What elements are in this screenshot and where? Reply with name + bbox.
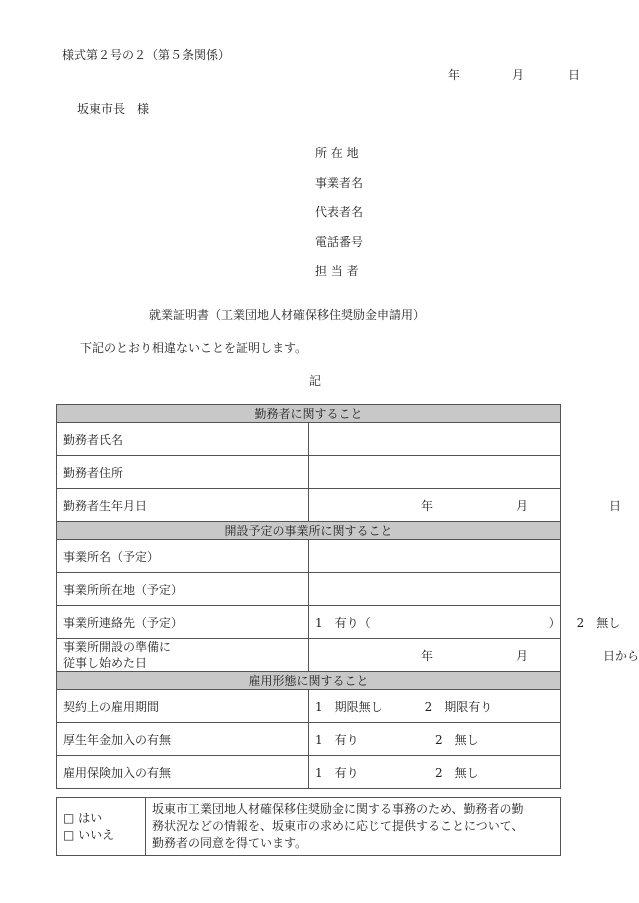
office-address-field[interactable] xyxy=(309,573,561,606)
form-number: 様式第２号の２（第５条関係） xyxy=(62,48,231,62)
office-address-label: 事業所所在地（予定） xyxy=(57,573,309,606)
office-name-field[interactable] xyxy=(309,540,561,573)
section-employment-header: 雇用形態に関すること xyxy=(57,672,561,690)
birth-day: 日 xyxy=(609,498,622,513)
office-contact-field[interactable] xyxy=(309,606,621,639)
lead-text: 下記のとおり相違ないことを証明します。 xyxy=(80,341,308,355)
employment-insurance-option-no[interactable]: 2 無し xyxy=(435,765,479,780)
table-row xyxy=(57,606,561,639)
addressee: 坂東市長 様 xyxy=(77,102,150,116)
consent-text xyxy=(146,798,561,856)
worker-birth-label: 勤務者生年月日 xyxy=(57,489,309,522)
worker-name-field[interactable] xyxy=(309,423,561,456)
consent-no-checkbox[interactable]: □ いいえ xyxy=(63,827,115,842)
applicant-business-name-label: 事業者名 xyxy=(315,176,364,190)
consent-table xyxy=(56,797,561,856)
birth-year: 年 xyxy=(421,498,434,513)
pension-option-yes[interactable]: 1 有り xyxy=(315,732,359,747)
pension-field[interactable] xyxy=(309,723,561,756)
applicant-location-label: 所 在 地 xyxy=(315,146,359,160)
office-contact-close-paren: ） xyxy=(548,615,561,630)
date-month: 月 xyxy=(512,68,525,82)
consent-text-line1: 坂東市工業団地人材確保移住奨励金に関する事務のため、勤務者の勤 xyxy=(152,802,524,816)
worker-name-label: 勤務者氏名 xyxy=(57,423,309,456)
employment-insurance-label: 雇用保険加入の有無 xyxy=(57,756,309,789)
pension-option-no[interactable]: 2 無し xyxy=(435,732,479,747)
contract-period-label: 契約上の雇用期間 xyxy=(57,690,309,723)
worker-birth-field[interactable] xyxy=(309,489,622,522)
employment-insurance-option-yes[interactable]: 1 有り xyxy=(315,765,359,780)
prep-day: 日から xyxy=(603,648,639,663)
date-year: 年 xyxy=(448,68,461,82)
consent-text-line3: 勤務者の同意を得ています。 xyxy=(152,836,308,850)
table-row xyxy=(57,573,561,606)
prep-start-field[interactable] xyxy=(309,639,639,672)
section-office-header: 開設予定の事業所に関すること xyxy=(57,522,561,540)
consent-checkboxes xyxy=(57,798,146,856)
section-worker-header: 勤務者に関すること xyxy=(57,405,561,423)
contract-option-fixed[interactable]: 2 期限有り xyxy=(424,699,493,714)
applicant-contact-person-label: 担 当 者 xyxy=(315,264,359,278)
table-row xyxy=(57,690,561,723)
certificate-table xyxy=(56,404,639,789)
document-title: 就業証明書（工業団地人材確保移住奨励金申請用） xyxy=(149,308,426,322)
worker-address-label: 勤務者住所 xyxy=(57,456,309,489)
date-line xyxy=(448,66,580,83)
applicant-phone-label: 電話番号 xyxy=(315,235,364,249)
table-row xyxy=(57,540,561,573)
table-row xyxy=(57,489,561,522)
prep-month: 月 xyxy=(516,648,529,663)
prep-year: 年 xyxy=(421,648,434,663)
table-row xyxy=(57,423,561,456)
office-contact-option-yes[interactable]: 1 有り（ xyxy=(315,615,371,630)
prep-start-label xyxy=(57,639,309,672)
consent-text-line2: 務状況などの情報を、坂東市の求めに応じて提供することについて、 xyxy=(152,819,524,833)
contract-period-field[interactable] xyxy=(309,690,561,723)
office-contact-label: 事業所連絡先（予定） xyxy=(57,606,309,639)
office-name-label: 事業所名（予定） xyxy=(57,540,309,573)
prep-start-label-line2: 従事し始めた日 xyxy=(63,656,148,670)
ki-mark: 記 xyxy=(309,374,322,388)
table-row xyxy=(57,456,561,489)
office-contact-option-no[interactable]: 2 無し xyxy=(576,615,621,630)
employment-insurance-field[interactable] xyxy=(309,756,561,789)
table-row xyxy=(57,723,561,756)
table-row xyxy=(57,639,561,672)
applicant-representative-label: 代表者名 xyxy=(315,205,364,219)
prep-start-label-line1: 事業所開設の準備に xyxy=(63,640,172,654)
worker-address-field[interactable] xyxy=(309,456,561,489)
contract-option-indefinite[interactable]: 1 期限無し xyxy=(315,699,383,714)
table-row xyxy=(57,756,561,789)
consent-yes-checkbox[interactable]: □ はい xyxy=(63,810,103,825)
birth-month: 月 xyxy=(516,498,529,513)
pension-label: 厚生年金加入の有無 xyxy=(57,723,309,756)
date-day: 日 xyxy=(568,68,581,82)
